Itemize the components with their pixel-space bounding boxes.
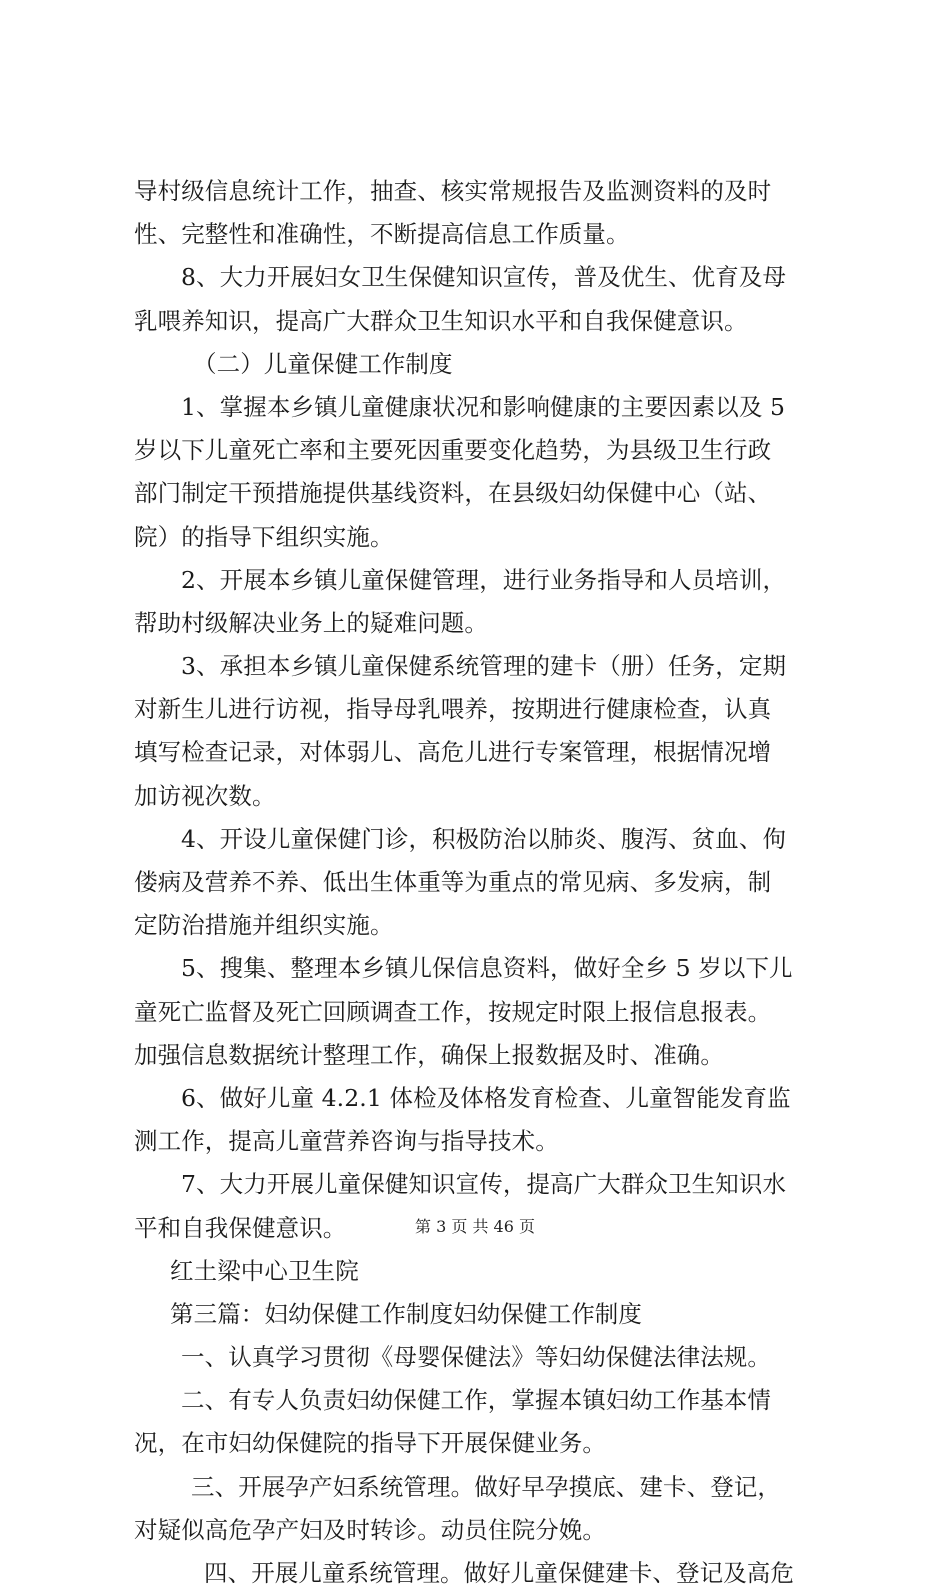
- section-heading: （二）儿童保健工作制度: [193, 349, 453, 378]
- document-body: [134, 170, 834, 1595]
- body-line: 测工作，提高儿童营养咨询与指导技术。: [134, 1127, 559, 1156]
- body-line: 对疑似高危孕产妇及时转诊。动员住院分娩。: [134, 1515, 606, 1544]
- body-line: 6、做好儿童 4.2.1 体检及体格发育检查、儿童智能发育监: [181, 1083, 791, 1112]
- body-line: 7、大力开展儿童保健知识宣传，提高广大群众卫生知识水: [181, 1170, 787, 1199]
- body-line: 对新生儿进行访视，指导母乳喂养，按期进行健康检查，认真: [134, 695, 772, 724]
- body-line: 导村级信息统计工作，抽查、核实常规报告及监测资料的及时: [134, 177, 772, 205]
- body-line: 性、完整性和准确性，不断提高信息工作质量。: [134, 220, 630, 249]
- body-line: 2、开展本乡镇儿童保健管理，进行业务指导和人员培训，: [181, 565, 787, 594]
- signature-org: 红土梁中心卫生院: [170, 1256, 359, 1285]
- body-line: 定防治措施并组织实施。: [134, 911, 394, 940]
- body-line: 二、有专人负责妇幼保健工作，掌握本镇妇幼工作基本情: [181, 1386, 771, 1415]
- chapter-heading: 第三篇：妇幼保健工作制度妇幼保健工作制度: [170, 1299, 642, 1328]
- body-line: 三、开展孕产妇系统管理。做好早孕摸底、建卡、登记，: [191, 1472, 781, 1501]
- body-line: 部门制定干预措施提供基线资料，在县级妇幼保健中心（站、: [134, 479, 772, 508]
- body-line: 平和自我保健意识。: [134, 1213, 347, 1242]
- body-line: 乳喂养知识，提高广大群众卫生知识水平和自我保健意识。: [134, 306, 748, 335]
- body-line: 4、开设儿童保健门诊，积极防治以肺炎、腹泻、贫血、佝: [181, 824, 787, 853]
- body-line: 偻病及营养不养、低出生体重等为重点的常见病、多发病，制: [134, 868, 772, 896]
- body-line: 加访视次数。: [134, 781, 276, 810]
- body-line: 岁以下儿童死亡率和主要死因重要变化趋势，为县级卫生行政: [134, 436, 772, 465]
- body-line: 5、搜集、整理本乡镇儿保信息资料，做好全乡 5 岁以下儿: [181, 954, 793, 983]
- body-line: 加强信息数据统计整理工作，确保上报数据及时、准确。: [134, 1040, 724, 1069]
- body-line: 8、大力开展妇女卫生保健知识宣传，普及优生、优育及母: [181, 263, 787, 292]
- body-line: 四、开展儿童系统管理。做好儿童保健建卡、登记及高危: [204, 1559, 794, 1587]
- body-line: 况，在市妇幼保健院的指导下开展保健业务。: [134, 1429, 606, 1458]
- page-number-footer: 第 3 页 共 46 页: [415, 1217, 535, 1236]
- body-line: 3、承担本乡镇儿童保健系统管理的建卡（册）任务，定期: [181, 652, 787, 681]
- body-line: 童死亡监督及死亡回顾调查工作，按规定时限上报信息报表。: [134, 997, 772, 1026]
- body-line: 一、认真学习贯彻《母婴保健法》等妇幼保健法律法规。: [181, 1343, 771, 1372]
- body-line: 院）的指导下组织实施。: [134, 522, 394, 551]
- body-line: 1、掌握本乡镇儿童健康状况和影响健康的主要因素以及 5: [181, 392, 786, 421]
- body-line: 帮助村级解决业务上的疑难问题。: [134, 608, 488, 637]
- body-line: 填写检查记录，对体弱儿、高危儿进行专案管理，根据情况增: [134, 738, 772, 767]
